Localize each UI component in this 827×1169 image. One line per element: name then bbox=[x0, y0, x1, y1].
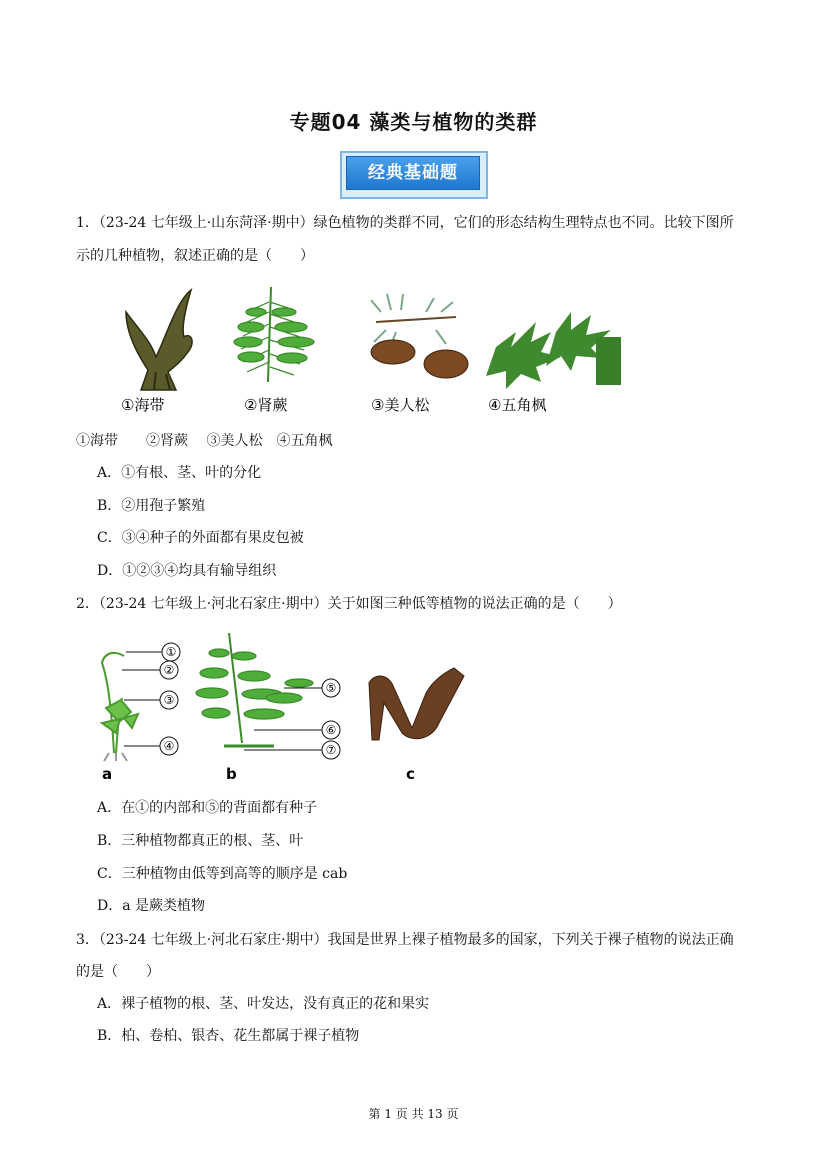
q1-plant-figure bbox=[96, 282, 626, 422]
q1-option-d: D．①②③④均具有输导组织 bbox=[97, 563, 277, 579]
fern-b-illustration bbox=[196, 633, 313, 746]
q2-option-d: D．a 是蕨类植物 bbox=[97, 898, 206, 914]
q1-legend: ①海带 ②肾蕨 ③美人松 ④五角枫 bbox=[76, 433, 333, 449]
caption-kelp: ①海带 bbox=[121, 396, 165, 414]
q3-stem-line2: 的是（ ） bbox=[76, 964, 160, 980]
caption-pine: ③美人松 bbox=[371, 396, 430, 414]
q2-option-c: C．三种植物由低等到高等的顺序是 cab bbox=[97, 866, 348, 882]
maple-illustration bbox=[486, 312, 621, 389]
q3-stem-line1: 3．（23-24 七年级上·河北石家庄·期中）我国是世界上裸子植物最多的国家，下列关于裸子植物的说法正确 bbox=[76, 932, 734, 948]
marker-4: ④ bbox=[163, 739, 175, 753]
kelp-illustration bbox=[126, 290, 192, 390]
q1-option-c: C．③④种子的外面都有果皮包被 bbox=[97, 530, 304, 546]
caption-maple: ④五角枫 bbox=[488, 396, 547, 414]
caption-fern: ②肾蕨 bbox=[244, 396, 288, 414]
section-badge-label: 经典基础题 bbox=[346, 156, 480, 190]
moss-illustration bbox=[102, 653, 138, 761]
pine-illustration bbox=[371, 294, 468, 378]
q2-option-a: A．在①的内部和⑤的背面都有种子 bbox=[97, 800, 318, 816]
marker-5: ⑤ bbox=[325, 681, 337, 695]
q2-option-b: B．三种植物都真正的根、茎、叶 bbox=[97, 833, 304, 849]
figure-label-a: a bbox=[102, 765, 113, 783]
marker-2: ② bbox=[163, 663, 175, 677]
q1-stem-line1: 1．（23-24 七年级上·山东菏泽·期中）绿色植物的类群不同，它们的形态结构生理特点也不同。比较下图所 bbox=[76, 215, 734, 231]
section-badge bbox=[340, 151, 488, 197]
q2-plant-figure bbox=[94, 628, 484, 788]
q1-option-a: A．①有根、茎、叶的分化 bbox=[97, 465, 262, 481]
fern-illustration bbox=[234, 287, 314, 382]
q1-stem-line2: 示的几种植物，叙述正确的是（ ） bbox=[76, 248, 314, 264]
figure-label-c: c bbox=[406, 765, 415, 783]
marker-3: ③ bbox=[163, 693, 175, 707]
q2-stem: 2．（23-24 七年级上·河北石家庄·期中）关于如图三种低等植物的说法正确的是（ ） bbox=[76, 596, 622, 612]
marker-7: ⑦ bbox=[325, 743, 337, 757]
marker-1: ① bbox=[165, 645, 177, 659]
q1-option-b: B．②用孢子繁殖 bbox=[97, 498, 206, 514]
q3-option-a: A．裸子植物的根、茎、叶发达，没有真正的花和果实 bbox=[97, 996, 430, 1012]
q3-option-b: B．柏、卷柏、银杏、花生都属于裸子植物 bbox=[97, 1028, 360, 1044]
marker-6: ⑥ bbox=[325, 723, 337, 737]
page-footer: 第 1 页 共 13 页 bbox=[368, 1107, 459, 1121]
figure-label-b: b bbox=[226, 765, 237, 783]
seaweed-illustration bbox=[369, 668, 464, 740]
page-title: 专题04 藻类与植物的类群 bbox=[289, 110, 538, 134]
